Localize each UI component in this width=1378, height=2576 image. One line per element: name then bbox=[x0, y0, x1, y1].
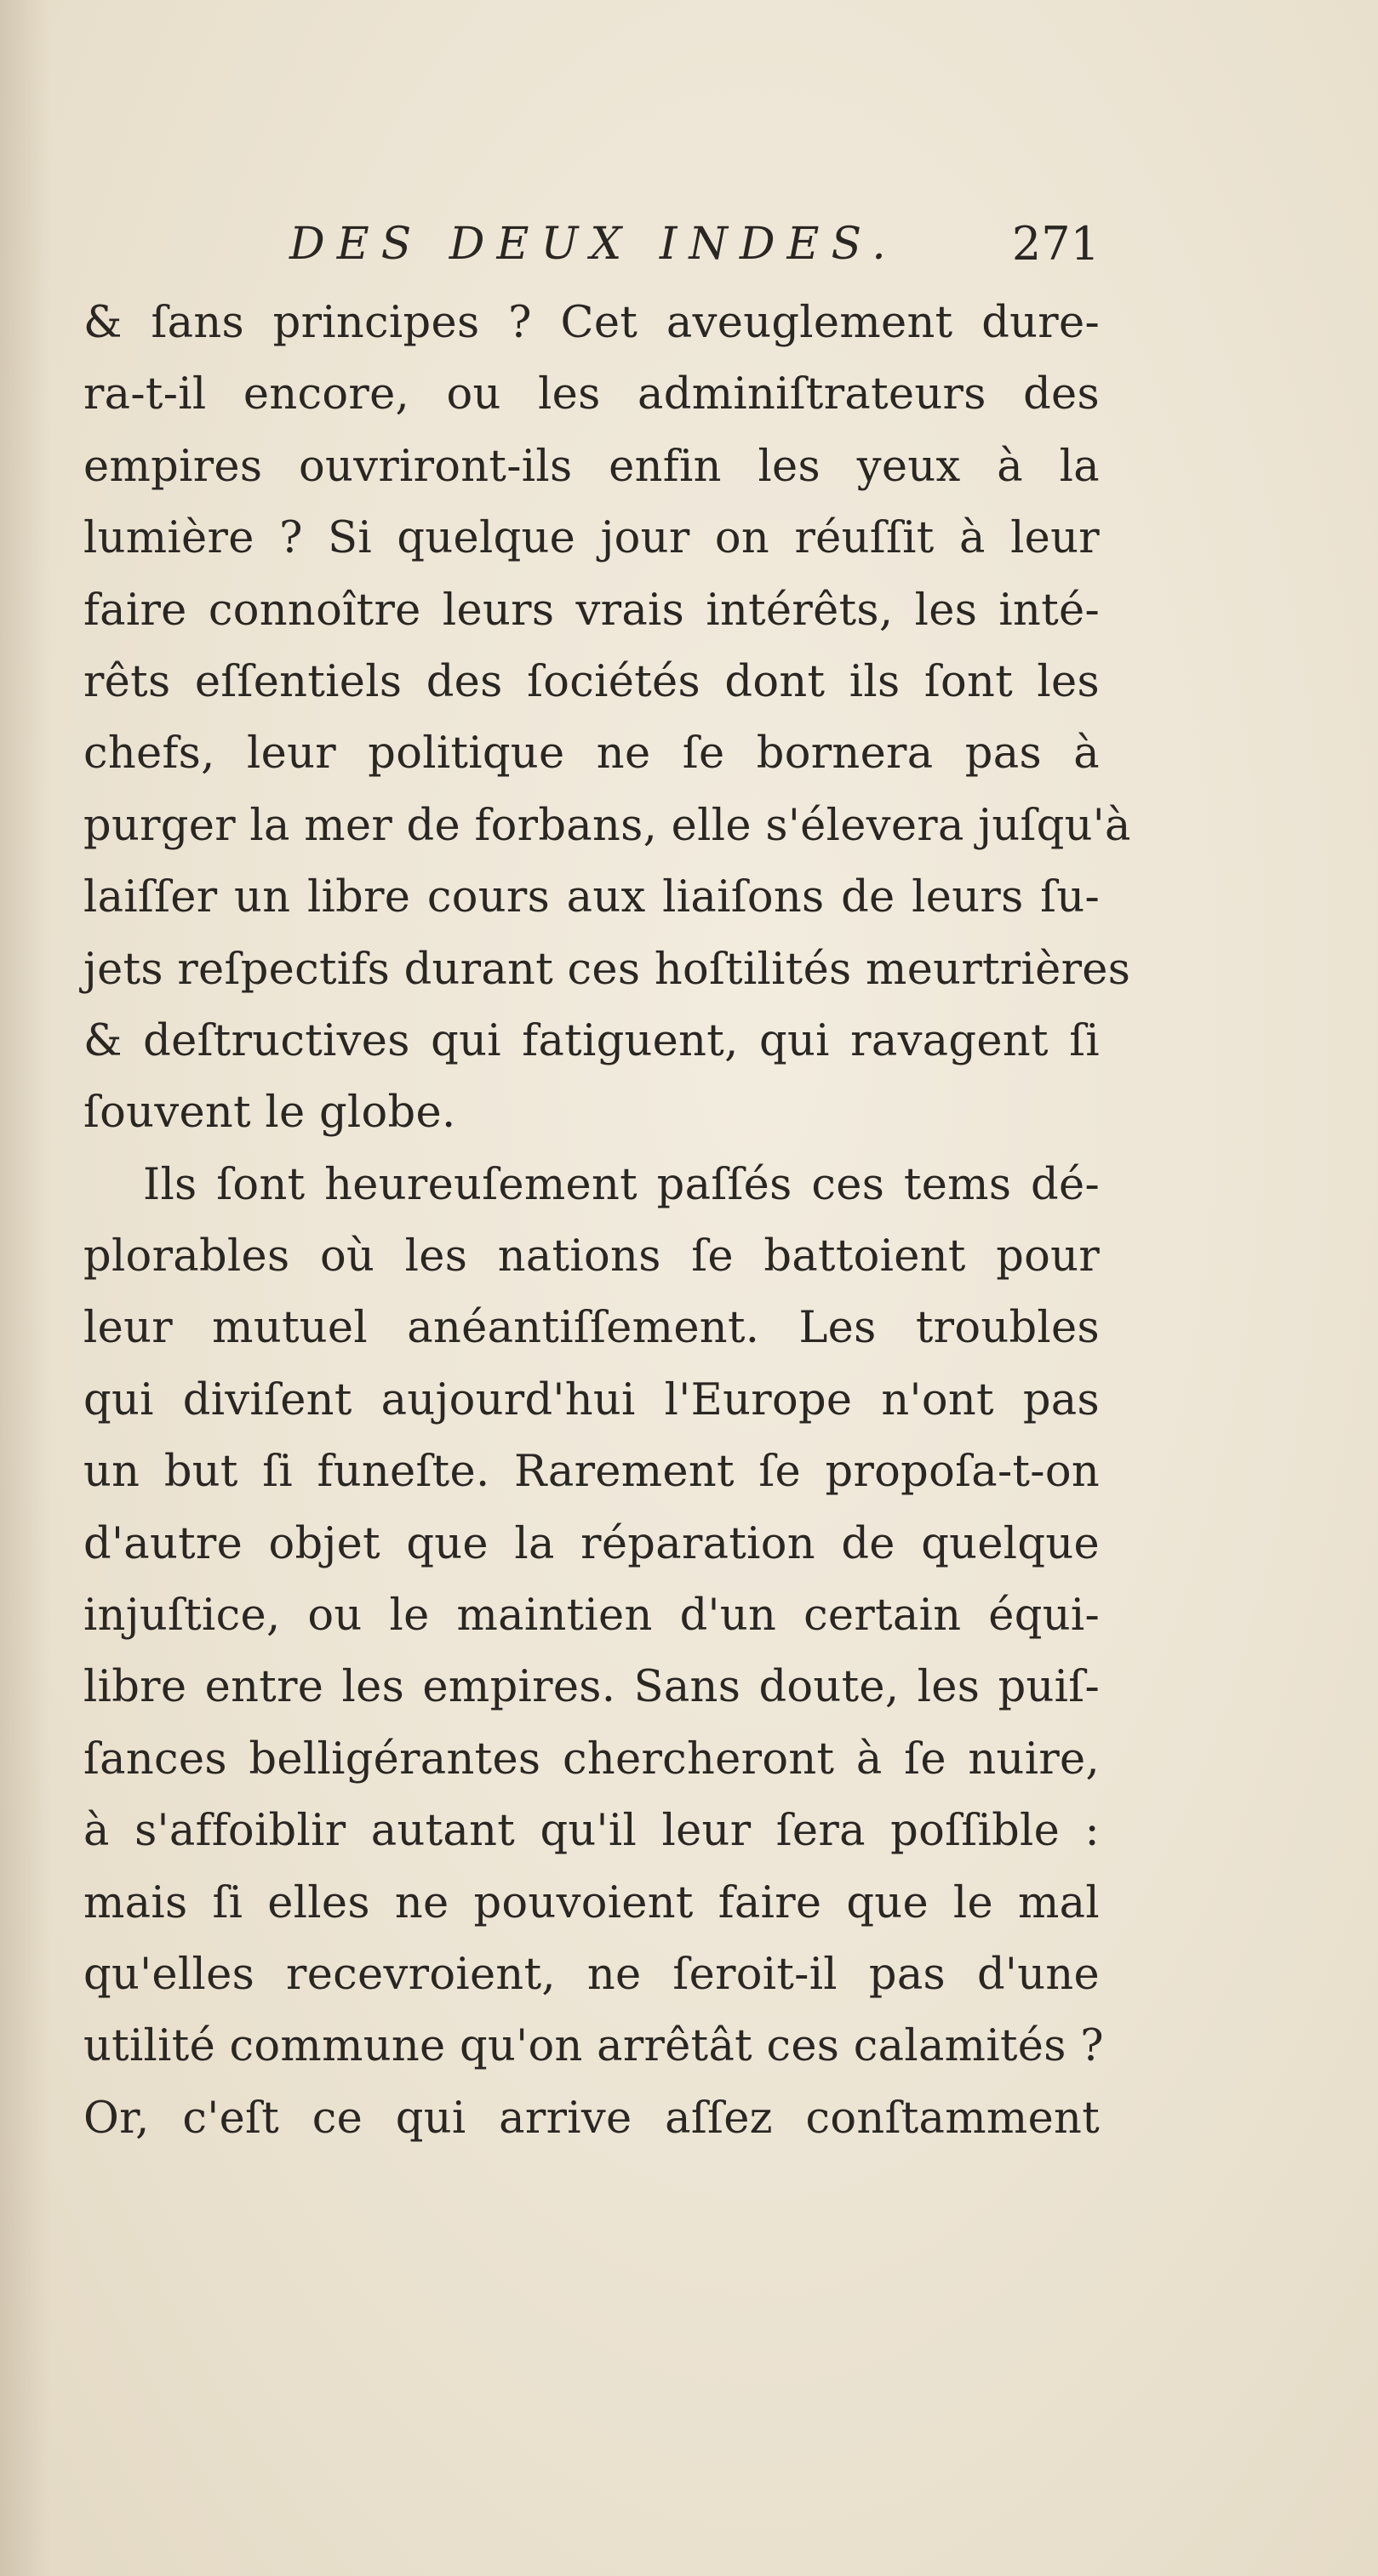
text-line: injuſtice, ou le maintien d'un certain équi- bbox=[83, 1591, 1100, 1642]
text-line: Or, c'eſt ce qui arrive aſſez conſtamment bbox=[83, 2093, 1100, 2144]
running-title: DES DEUX INDES. bbox=[289, 219, 898, 270]
text-line: chefs, leur politique ne ſe bornera pas à bbox=[83, 728, 1100, 780]
text-line: plorables où les nations ſe battoient pour bbox=[83, 1231, 1100, 1282]
text-line: à s'affoiblir autant qu'il leur ſera poſſible : bbox=[83, 1806, 1100, 1857]
text-line: leur mutuel anéantiſſement. Les troubles bbox=[83, 1303, 1100, 1354]
text-line: rêts eſſentiels des ſociétés dont ils ſont les bbox=[83, 656, 1100, 707]
paragraph-1 bbox=[83, 288, 1131, 1150]
text-line: mais ſi elles ne pouvoient faire que le mal bbox=[83, 1877, 1100, 1928]
text-line: un but ſi funeſte. Rarement ſe propoſa-t-on bbox=[83, 1447, 1100, 1498]
text-line: utilité commune qu'on arrêtât ces calamités ? bbox=[83, 2021, 1104, 2072]
text-line: qu'elles recevroient, ne ſeroit-il pas d'une bbox=[83, 1949, 1100, 2000]
text-line: Ils ſont heureuſement paſſés ces tems dé- bbox=[143, 1159, 1100, 1210]
text-line: ſouvent le globe. bbox=[83, 1088, 456, 1139]
text-line: laiſſer un libre cours aux liaiſons de leurs ſu- bbox=[83, 872, 1100, 923]
paragraph-2 bbox=[83, 1150, 1104, 2155]
text-line: ra-t-il encore, ou les adminiſtrateurs des bbox=[83, 369, 1100, 420]
text-line: libre entre les empires. Sans doute, les puiſ- bbox=[83, 1662, 1100, 1713]
text-line: purger la mer de forbans, elle s'élevera juſqu'à bbox=[83, 800, 1131, 851]
page-edge-shadow bbox=[0, 0, 51, 2576]
text-line: empires ouvriront-ils enfin les yeux à la bbox=[83, 441, 1100, 492]
text-line: d'autre objet que la réparation de quelque bbox=[83, 1518, 1100, 1569]
text-line: jets reſpectifs durant ces hoſtilités meurtrières bbox=[83, 944, 1131, 995]
text-line: & ſans principes ? Cet aveuglement dure- bbox=[83, 298, 1100, 348]
page-number: 271 bbox=[1011, 217, 1100, 271]
text-line: lumière ? Si quelque jour on réuſſit à leur bbox=[83, 513, 1100, 564]
body-text bbox=[83, 288, 1131, 2155]
text-line: faire connoître leurs vrais intérêts, les inté- bbox=[83, 585, 1100, 636]
page-header bbox=[289, 214, 1100, 274]
text-line: & deſtructives qui fatiguent, qui ravagent ſi bbox=[83, 1015, 1100, 1066]
text-line: qui diviſent aujourd'hui l'Europe n'ont pas bbox=[83, 1374, 1100, 1425]
text-line: ſances belligérantes chercheront à ſe nuire, bbox=[83, 1734, 1100, 1785]
